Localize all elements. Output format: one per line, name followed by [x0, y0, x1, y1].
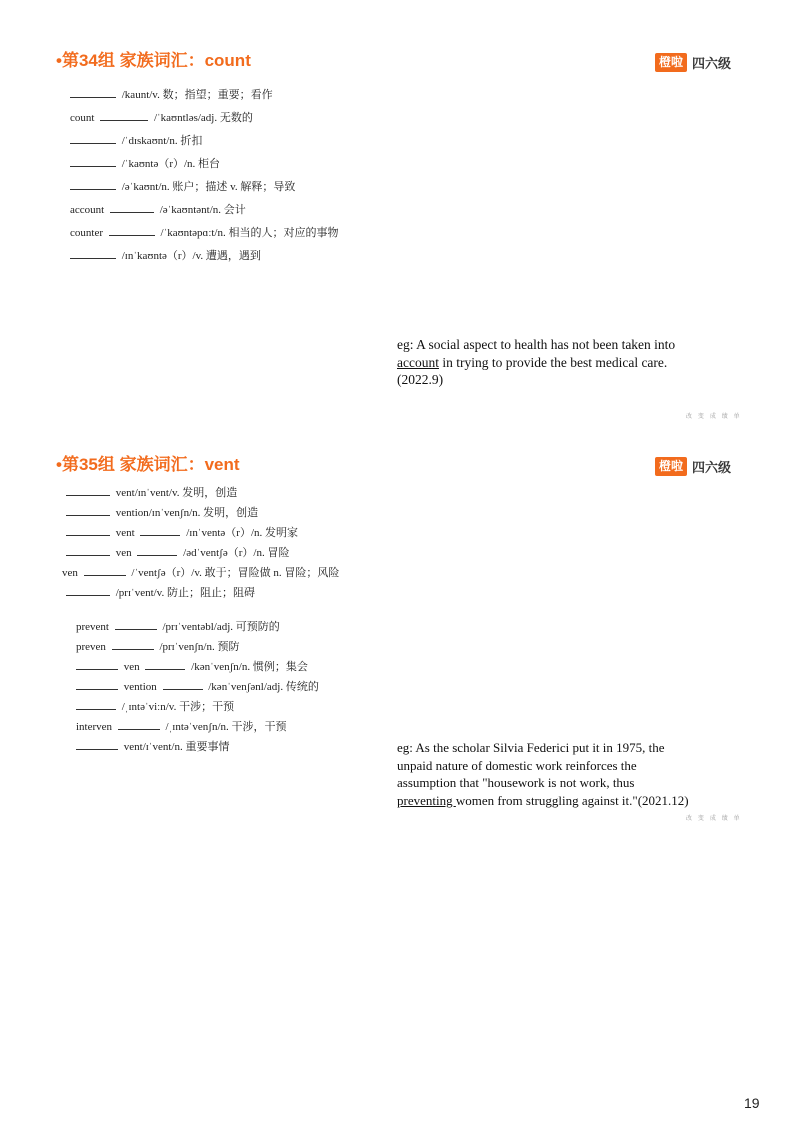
list-item [66, 524, 339, 544]
entry-text: vent/ɪˈvent/n. 重要事情 [123, 741, 230, 753]
blank-line [118, 718, 160, 730]
blank-line [140, 524, 180, 536]
blank-line [70, 132, 116, 144]
entry-text: /ˈdɪskaʊnt/n. 折扣 [121, 135, 203, 147]
blank-line [70, 247, 116, 259]
blank-line [70, 178, 116, 190]
entry-text: /ɪnˈkaʊntə（r）/v. 遭遇，遇到 [121, 250, 261, 262]
blank-line [66, 544, 110, 556]
blank-line [76, 658, 118, 670]
entry-text: /ədˈventʃə（r）/n. 冒险 [183, 547, 290, 559]
list-item [66, 484, 339, 504]
blank-line [115, 618, 157, 630]
brand-text: 四六级 [692, 460, 732, 476]
example-line: eg: As the scholar Silvia Federici put it in 1975, the [397, 740, 665, 755]
underlined-word: account [397, 354, 439, 370]
example-sentence [397, 739, 689, 809]
footer-mark: 改 变 成 绩 单 [686, 815, 742, 822]
blank-line [109, 224, 155, 236]
section-title: •第34组 家族词汇：count [56, 51, 251, 70]
blank-line [76, 738, 118, 750]
entry-prefix: account [70, 204, 105, 216]
list-item [70, 155, 338, 178]
list-item [70, 86, 338, 109]
entry-text: /kaunt/v. 数；指望；重要；看作 [121, 89, 273, 101]
entry-text: /ˈkaʊntləs/adj. 无数的 [153, 112, 253, 124]
brand-box: 橙啦 [655, 53, 687, 72]
blank-line [76, 698, 116, 710]
entry-text: /əˈkaʊnt/n. 账户；描述 v. 解释；导致 [121, 181, 296, 193]
example-line: unpaid nature of domestic work reinforces the [397, 757, 637, 773]
example-line: (2022.9) [397, 372, 444, 387]
entry-text: vent/ɪnˈvent/v. 发明，创造 [115, 487, 238, 499]
list-item [76, 618, 339, 638]
entry-text: /əˈkaʊntənt/n. 会计 [159, 204, 246, 216]
list-item [66, 584, 339, 604]
entry-text: /ˈkaʊntə（r）/n. 柜台 [121, 158, 221, 170]
blank-line [66, 504, 110, 516]
blank-line [84, 564, 126, 576]
blank-line [66, 484, 110, 496]
blank-line [66, 584, 110, 596]
entry-middle: vent [115, 527, 135, 539]
example-line [397, 354, 675, 372]
blank-line [163, 678, 203, 690]
word-family-list [62, 484, 340, 758]
list-item [66, 504, 339, 524]
entry-text: /prɪˈvent/v. 防止；阻止；阻碍 [115, 587, 255, 599]
entry-middle: vention [123, 681, 157, 693]
blank-line [137, 544, 177, 556]
entry-text: /prɪˈventəbl/adj. 可预防的 [162, 621, 280, 633]
entry-middle: ven [115, 547, 132, 559]
entry-prefix: preven [76, 641, 106, 653]
list-item [76, 678, 339, 698]
entry-prefix: prevent [76, 621, 109, 633]
entry-text: /prɪˈvenʃn/n. 预防 [159, 641, 240, 653]
example-text: women from struggling against it."(2021.12) [455, 792, 689, 808]
list-item [70, 247, 338, 270]
entry-prefix: count [70, 112, 95, 124]
blank-line [145, 658, 185, 670]
blank-line [70, 86, 116, 98]
footer-mark: 改 变 成 绩 单 [686, 413, 742, 420]
blank-line [70, 155, 116, 167]
entry-text: /ˌɪntəˈvenʃn/n. 干涉，干预 [165, 721, 287, 733]
entry-text: vention/ɪnˈvenʃn/n. 发明，创造 [115, 507, 259, 519]
entry-prefix: interven [76, 721, 113, 733]
example-sentence [397, 336, 675, 389]
list-item [66, 544, 339, 564]
list-item [70, 178, 338, 201]
entry-text: /kənˈvenʃənl/adj. 传统的 [208, 681, 319, 693]
blank-line [66, 524, 110, 536]
list-item [76, 718, 339, 738]
entry-text: /ˈkaʊntəpɑːt/n. 相当的人；对应的事物 [160, 227, 339, 239]
entry-prefix: counter [70, 227, 103, 239]
list-item [70, 109, 338, 132]
entry-text: /ˈventʃə（r）/v. 敢于；冒险做 n. 冒险；风险 [131, 567, 340, 579]
blank-line [110, 201, 154, 213]
entry-middle: ven [123, 661, 140, 673]
list-item [70, 132, 338, 155]
brand-box: 橙啦 [655, 457, 687, 476]
list-item [76, 698, 339, 718]
page-number: 19 [744, 1095, 760, 1111]
entry-text: /ˌɪntəˈviːn/v. 干涉；干预 [121, 701, 235, 713]
example-text: in trying to provide the best medical care. [438, 354, 668, 370]
example-line: eg: A social aspect to health has not been taken into [397, 337, 676, 352]
list-item [76, 738, 339, 758]
list-item [62, 564, 339, 584]
list-item [76, 658, 339, 678]
entry-text: /kənˈvenʃn/n. 惯例；集会 [191, 661, 308, 673]
list-item [70, 224, 338, 247]
underlined-word: preventing [397, 792, 456, 808]
list-item [76, 638, 339, 658]
brand-text: 四六级 [692, 56, 732, 72]
list-item [70, 201, 338, 224]
blank-line [76, 678, 118, 690]
example-line [397, 792, 689, 810]
brand-logo [655, 52, 731, 72]
brand-logo [655, 456, 731, 476]
blank-line [112, 638, 154, 650]
word-family-list [70, 86, 338, 270]
section-title: •第35组 家族词汇：vent [56, 455, 240, 474]
example-line: assumption that "housework is not work, thus [397, 775, 635, 790]
entry-prefix: ven [62, 567, 78, 579]
entry-text: /ɪnˈventə（r）/n. 发明家 [186, 527, 299, 539]
blank-line [100, 109, 148, 121]
